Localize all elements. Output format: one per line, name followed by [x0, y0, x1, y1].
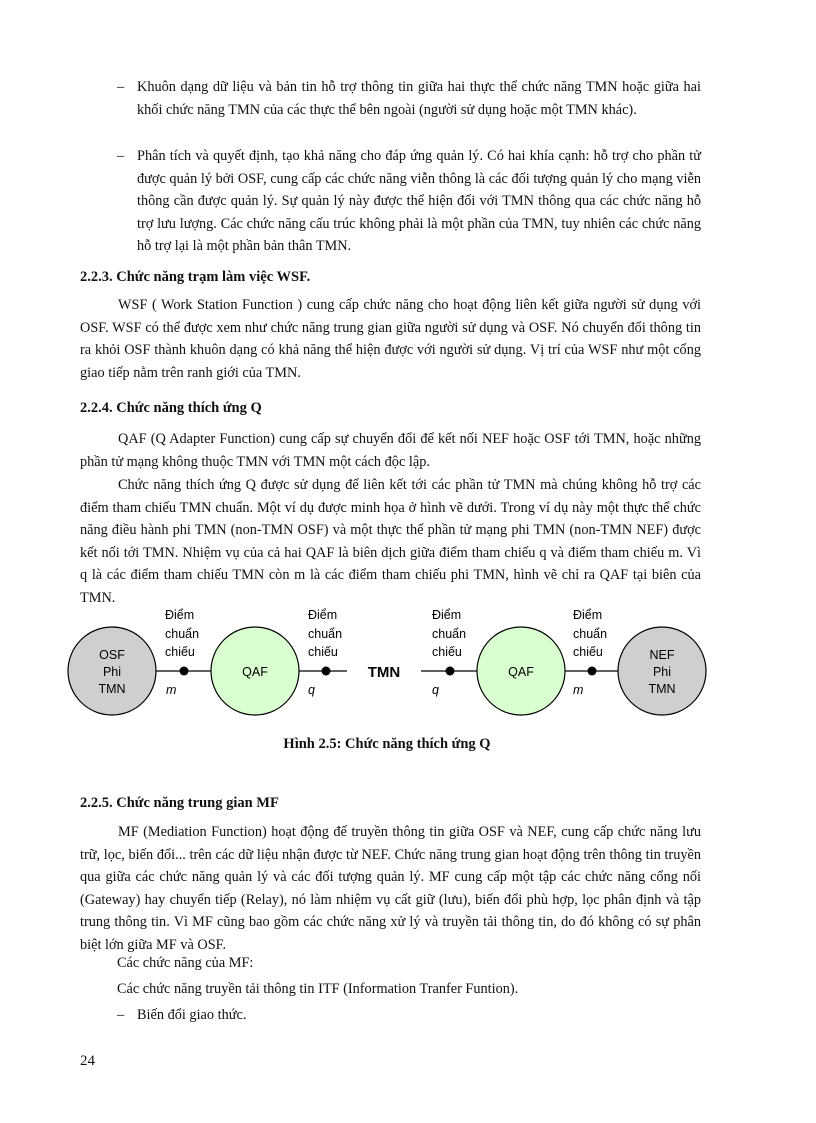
qaf-diagram — [0, 603, 816, 728]
bullet-item — [117, 1004, 701, 1027]
ref-header-line2: chuẩn — [432, 627, 467, 641]
bullet-text: Phân tích và quyết định, tạo khả năng cho đáp ứng quản lý. Có hai khía cạnh: hỗ trợ cho phần tử được quản lý bởi OSF, cung cấp các chức năng viễn thông là các đối tượng quản lý cho mạng viễn thông cần được quản lý. Sự quản lý này được thể hiện đối với TMN thông qua các chức năng hỗ trợ lưu lượng. Các chức năng cấu trúc không phải là một phần của TMN, tuy nhiên các chức năng hỗ trợ lại là một phần bản thân TMN. — [137, 148, 701, 255]
nef-label-line1: NEF — [649, 648, 675, 662]
ref-header-line1: Điểm — [432, 608, 462, 622]
bullet-item — [117, 76, 701, 121]
ref-header-line2: chuẩn — [165, 627, 200, 641]
ref-header-line3: chiếu — [308, 645, 338, 659]
reference-point-q — [322, 667, 331, 676]
bullet-dash: – — [117, 1007, 125, 1023]
point-letter-q: q — [308, 683, 315, 697]
paragraph-qaf-detail: Chức năng thích ứng Q được sử dụng để liên kết tới các phần tử TMN mà chúng không hỗ trợ các điểm tham chiếu TMN chuẩn. Một ví dụ được minh họa ở hình vẽ dưới. Trong ví dụ này một thực thể chức năng điều hành phi TMN (non-TMN OSF) và một thực thể phần tử mạng phi TMN (non-TMN NEF) được kết nối tới TMN. Nhiệm vụ của cả hai QAF là biên dịch giữa điểm tham chiếu q và điểm tham chiếu m. Vì q là các điểm tham chiếu TMN còn m là các điểm tham chiếu phi TMN, hình vẽ chỉ ra QAF tại biên của TMN. — [80, 477, 701, 606]
osf-label-line3: TMN — [98, 682, 126, 696]
section-heading-224: 2.2.4. Chức năng thích ứng Q — [80, 400, 262, 416]
bullet-dash: – — [117, 148, 125, 164]
mf-functions-line: Các chức năng của MF: — [117, 955, 254, 971]
bullet-dash: – — [117, 79, 125, 95]
nef-label-line3: TMN — [648, 682, 676, 696]
ref-header-line3: chiếu — [432, 645, 462, 659]
tmn-center-label: TMN — [367, 664, 401, 681]
page-number: 24 — [80, 1053, 95, 1069]
paragraph-qaf-intro: QAF (Q Adapter Function) cung cấp sự chuyển đổi để kết nối NEF hoặc OSF tới TMN, hoặc những phần tử mạng không thuộc TMN với TMN một cách độc lập. — [80, 431, 701, 470]
ref-header-line2: chuẩn — [308, 627, 343, 641]
section-heading-225: 2.2.5. Chức năng trung gian MF — [80, 795, 279, 811]
ref-header-line1: Điểm — [308, 608, 338, 622]
bullet-text: Biến đổi giao thức. — [137, 1007, 247, 1023]
ref-header-line2: chuẩn — [573, 627, 608, 641]
reference-point-q — [446, 667, 455, 676]
paragraph-wsf: WSF ( Work Station Function ) cung cấp chức năng cho hoạt động liên kết giữa người sử dụng với OSF. WSF có thể được xem như chức năng trung gian giữa người sử dụng và OSF. Nó chuyển đổi thông tin ra khỏi OSF thành khuôn dạng có khả năng thể hiện được với người sử dụng. Vị trí của WSF như một cổng giao tiếp nằm trên ranh giới của TMN. — [80, 297, 701, 381]
reference-point-m — [588, 667, 597, 676]
bullet-text: Khuôn dạng dữ liệu và bản tin hỗ trợ thông tin giữa hai thực thể chức năng TMN hoặc giữa hai khối chức năng TMN của các thực thể bên ngoài (người sử dụng hoặc một TMN khác). — [137, 79, 701, 118]
ref-header-line3: chiếu — [165, 645, 195, 659]
itf-line: Các chức năng truyền tải thông tin ITF (Information Tranfer Funtion). — [117, 981, 519, 997]
figure-caption: Hình 2.5: Chức năng thích ứng Q — [283, 736, 491, 752]
paragraph-mf: MF (Mediation Function) hoạt động để truyền thông tin giữa OSF và NEF, cung cấp chức năng lưu trữ, lọc, biến đổi... trên các dữ liệu nhận được từ NEF. Chức năng trung gian hoạt động trên thông tin truyền qua giữa các chức năng quản lý và các đối tượng quản lý. MF cung cấp một tập các chức năng cổng nối (Gateway) hay chuyển tiếp (Relay), nó làm nhiệm vụ cất giữ (lưu), biến đổi phù hợp, lọc phân định và tập trung thông tin. Vì MF cũng bao gồm các chức năng xử lý và truyền tải thông tin, do đó không có sự phân biệt lớn giữa MF và OSF. — [80, 824, 701, 953]
osf-label-line2: Phi — [102, 665, 122, 679]
section-heading-223: 2.2.3. Chức năng trạm làm việc WSF. — [80, 269, 311, 285]
nef-label-line2: Phi — [652, 665, 672, 679]
reference-point-m — [180, 667, 189, 676]
osf-label-line1: OSF — [99, 648, 125, 662]
point-letter-m: m — [573, 683, 584, 697]
bullet-item — [117, 145, 701, 258]
ref-header-line1: Điểm — [165, 608, 195, 622]
ref-header-line3: chiếu — [573, 645, 603, 659]
point-letter-m: m — [166, 683, 177, 697]
qaf-label-right: QAF — [508, 665, 534, 679]
qaf-label-left: QAF — [242, 665, 268, 679]
point-letter-q: q — [432, 683, 439, 697]
ref-header-line1: Điểm — [573, 608, 603, 622]
